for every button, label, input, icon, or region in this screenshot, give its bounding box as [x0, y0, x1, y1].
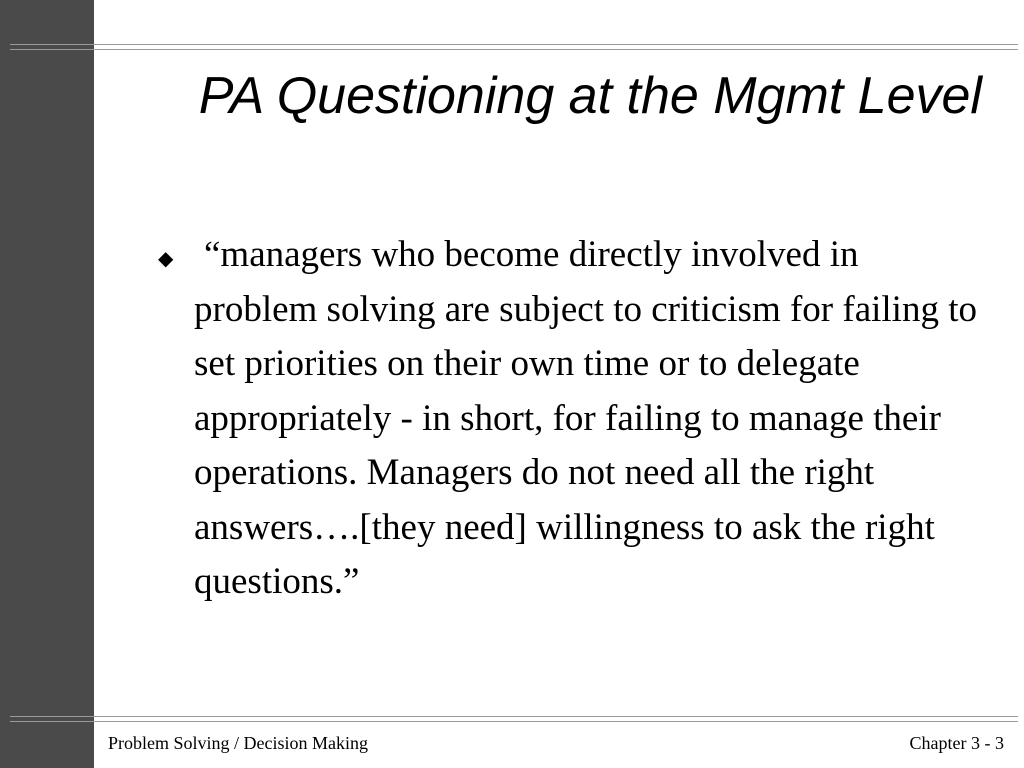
- top-rule-2: [10, 49, 1018, 50]
- left-sidebar-bar: [0, 0, 94, 768]
- top-rule-1: [10, 44, 1018, 45]
- bullet-item: [158, 228, 988, 610]
- footer-page-number: Chapter 3 - 3: [909, 733, 1004, 753]
- footer-course-title: Problem Solving / Decision Making: [108, 733, 368, 753]
- bottom-rule-1: [10, 716, 1018, 717]
- bullet-text: “managers who become directly involved in problem solving are subject to criticism for failing to set priorities on their own time or to delegate appropriately - in short, for failing to manage their operations. Managers do not need all the right answers….[they need] willingness to ask the right questions.”: [194, 234, 977, 602]
- slide-title: PA Questioning at the Mgmt Level: [198, 67, 982, 125]
- bottom-rule-2: [10, 721, 1018, 722]
- diamond-bullet-icon: ◆: [158, 248, 174, 270]
